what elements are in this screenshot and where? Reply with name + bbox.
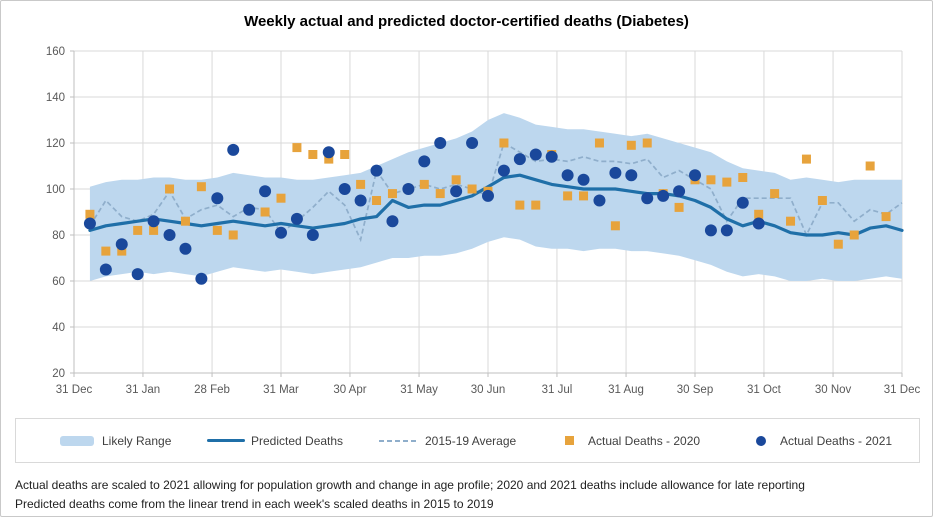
svg-text:31 Jul: 31 Jul bbox=[541, 384, 573, 396]
svg-text:31 Mar: 31 Mar bbox=[263, 384, 299, 396]
svg-text:30 Apr: 30 Apr bbox=[333, 384, 367, 396]
svg-text:31 Jan: 31 Jan bbox=[125, 384, 161, 396]
svg-text:40: 40 bbox=[52, 322, 65, 334]
legend-box bbox=[15, 418, 920, 463]
svg-text:31 Dec: 31 Dec bbox=[883, 384, 921, 396]
footnote-line-1: Actual deaths are scaled to 2021 allowing for population growth and change in age profile; 2020 and 2021 deaths include allowance for late reporting bbox=[15, 478, 805, 492]
svg-text:60: 60 bbox=[52, 276, 65, 288]
svg-text:31 Oct: 31 Oct bbox=[747, 384, 781, 396]
svg-text:31 Aug: 31 Aug bbox=[608, 384, 644, 396]
svg-text:140: 140 bbox=[45, 92, 65, 104]
actual-2021-circle-icon bbox=[756, 436, 766, 446]
legend-item-actual-2020 bbox=[565, 434, 700, 448]
footnotes bbox=[15, 476, 805, 513]
legend-item-likely-range bbox=[60, 434, 171, 448]
svg-text:160: 160 bbox=[45, 46, 65, 58]
legend-label-actual-2021: Actual Deaths - 2021 bbox=[780, 433, 893, 448]
legend-item-actual-2021 bbox=[756, 434, 892, 448]
legend-label-predicted-deaths: Predicted Deaths bbox=[251, 433, 344, 448]
likely-range-band-icon bbox=[60, 436, 94, 446]
legend-label-likely-range: Likely Range bbox=[102, 433, 172, 448]
legend-item-2015-19-average bbox=[379, 434, 516, 448]
svg-text:20: 20 bbox=[52, 368, 65, 380]
average-dashed-line-icon bbox=[379, 440, 419, 442]
svg-text:30 Sep: 30 Sep bbox=[676, 384, 714, 396]
predicted-line-icon bbox=[207, 439, 245, 442]
svg-text:120: 120 bbox=[45, 138, 65, 150]
legend-label-2015-19-average: 2015-19 Average bbox=[425, 433, 517, 448]
svg-text:28 Feb: 28 Feb bbox=[194, 384, 230, 396]
svg-text:31 Dec: 31 Dec bbox=[55, 384, 93, 396]
legend-item-predicted-deaths bbox=[207, 434, 343, 448]
footnote-line-2: Predicted deaths come from the linear trend in each week's scaled deaths in 2015 to 2019 bbox=[15, 496, 494, 511]
chart-plot-area bbox=[1, 1, 933, 411]
svg-text:31 May: 31 May bbox=[400, 384, 438, 396]
chart-title: Weekly actual and predicted doctor-certified deaths (Diabetes) bbox=[244, 13, 689, 30]
svg-text:30 Nov: 30 Nov bbox=[814, 384, 852, 396]
actual-2020-square-icon bbox=[565, 436, 574, 445]
legend-label-actual-2020: Actual Deaths - 2020 bbox=[588, 433, 701, 448]
svg-text:100: 100 bbox=[45, 184, 65, 196]
svg-text:30 Jun: 30 Jun bbox=[470, 384, 506, 396]
svg-text:80: 80 bbox=[52, 230, 65, 242]
